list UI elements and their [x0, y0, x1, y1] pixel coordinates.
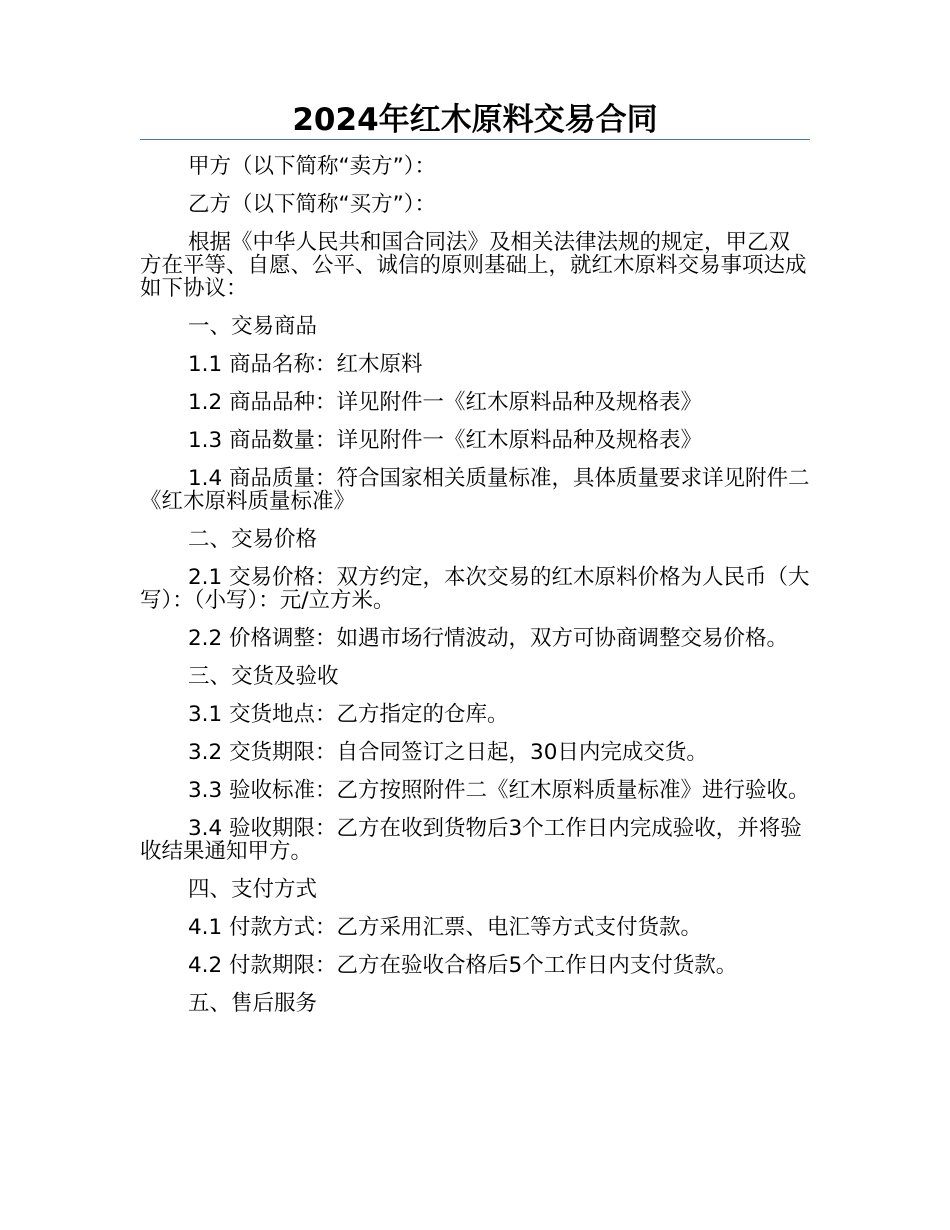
preamble-paragraph: 根据《中华人民共和国合同法》及相关法律法规的规定，甲乙双方在平等、自愿、公平、诚信的原则基础上，就红木原料交易事项达成如下协议：: [140, 230, 807, 301]
clause-4-1: 4.1 付款方式：乙方采用汇票、电汇等方式支付货款。: [188, 915, 703, 940]
clause-3-1: 3.1 交货地点：乙方指定的仓库。: [188, 702, 509, 727]
section-heading-delivery: 三、交货及验收: [188, 664, 339, 689]
party-b-line: 乙方（以下简称“买方”）：: [188, 192, 437, 217]
clause-1-1: 1.1 商品名称：红木原料: [188, 352, 423, 377]
clause-2-1: 2.1 交易价格：双方约定，本次交易的红木原料价格为人民币（大写）：（小写）：元/立方米。: [140, 565, 810, 613]
section-heading-payment: 四、支付方式: [188, 877, 318, 902]
party-a-line: 甲方（以下简称“卖方”）：: [188, 154, 437, 179]
document-body: [140, 155, 810, 1030]
clause-1-3: 1.3 商品数量：详见附件一《红木原料品种及规格表》: [188, 428, 703, 453]
section-heading-after-sales: 五、售后服务: [188, 991, 318, 1016]
clause-2-2: 2.2 价格调整：如遇市场行情波动，双方可协商调整交易价格。: [188, 626, 789, 651]
document-title: 2024年红木原料交易合同: [292, 102, 658, 138]
clause-3-3: 3.3 验收标准：乙方按照附件二《红木原料质量标准》进行验收。: [188, 778, 810, 803]
title-underline: [140, 139, 810, 140]
clause-3-4: 3.4 验收期限：乙方在收到货物后3个工作日内完成验收，并将验收结果通知甲方。: [140, 816, 802, 864]
clause-1-2: 1.2 商品品种：详见附件一《红木原料品种及规格表》: [188, 390, 703, 415]
clause-4-2: 4.2 付款期限：乙方在验收合格后5个工作日内支付货款。: [188, 953, 738, 978]
clause-3-2: 3.2 交货期限：自合同签订之日起，30日内完成交货。: [188, 740, 708, 765]
clause-1-4: 1.4 商品质量：符合国家相关质量标准，具体质量要求详见附件二《红木原料质量标准》: [140, 466, 810, 514]
section-heading-goods: 一、交易商品: [188, 314, 318, 339]
section-heading-price: 二、交易价格: [188, 527, 318, 552]
